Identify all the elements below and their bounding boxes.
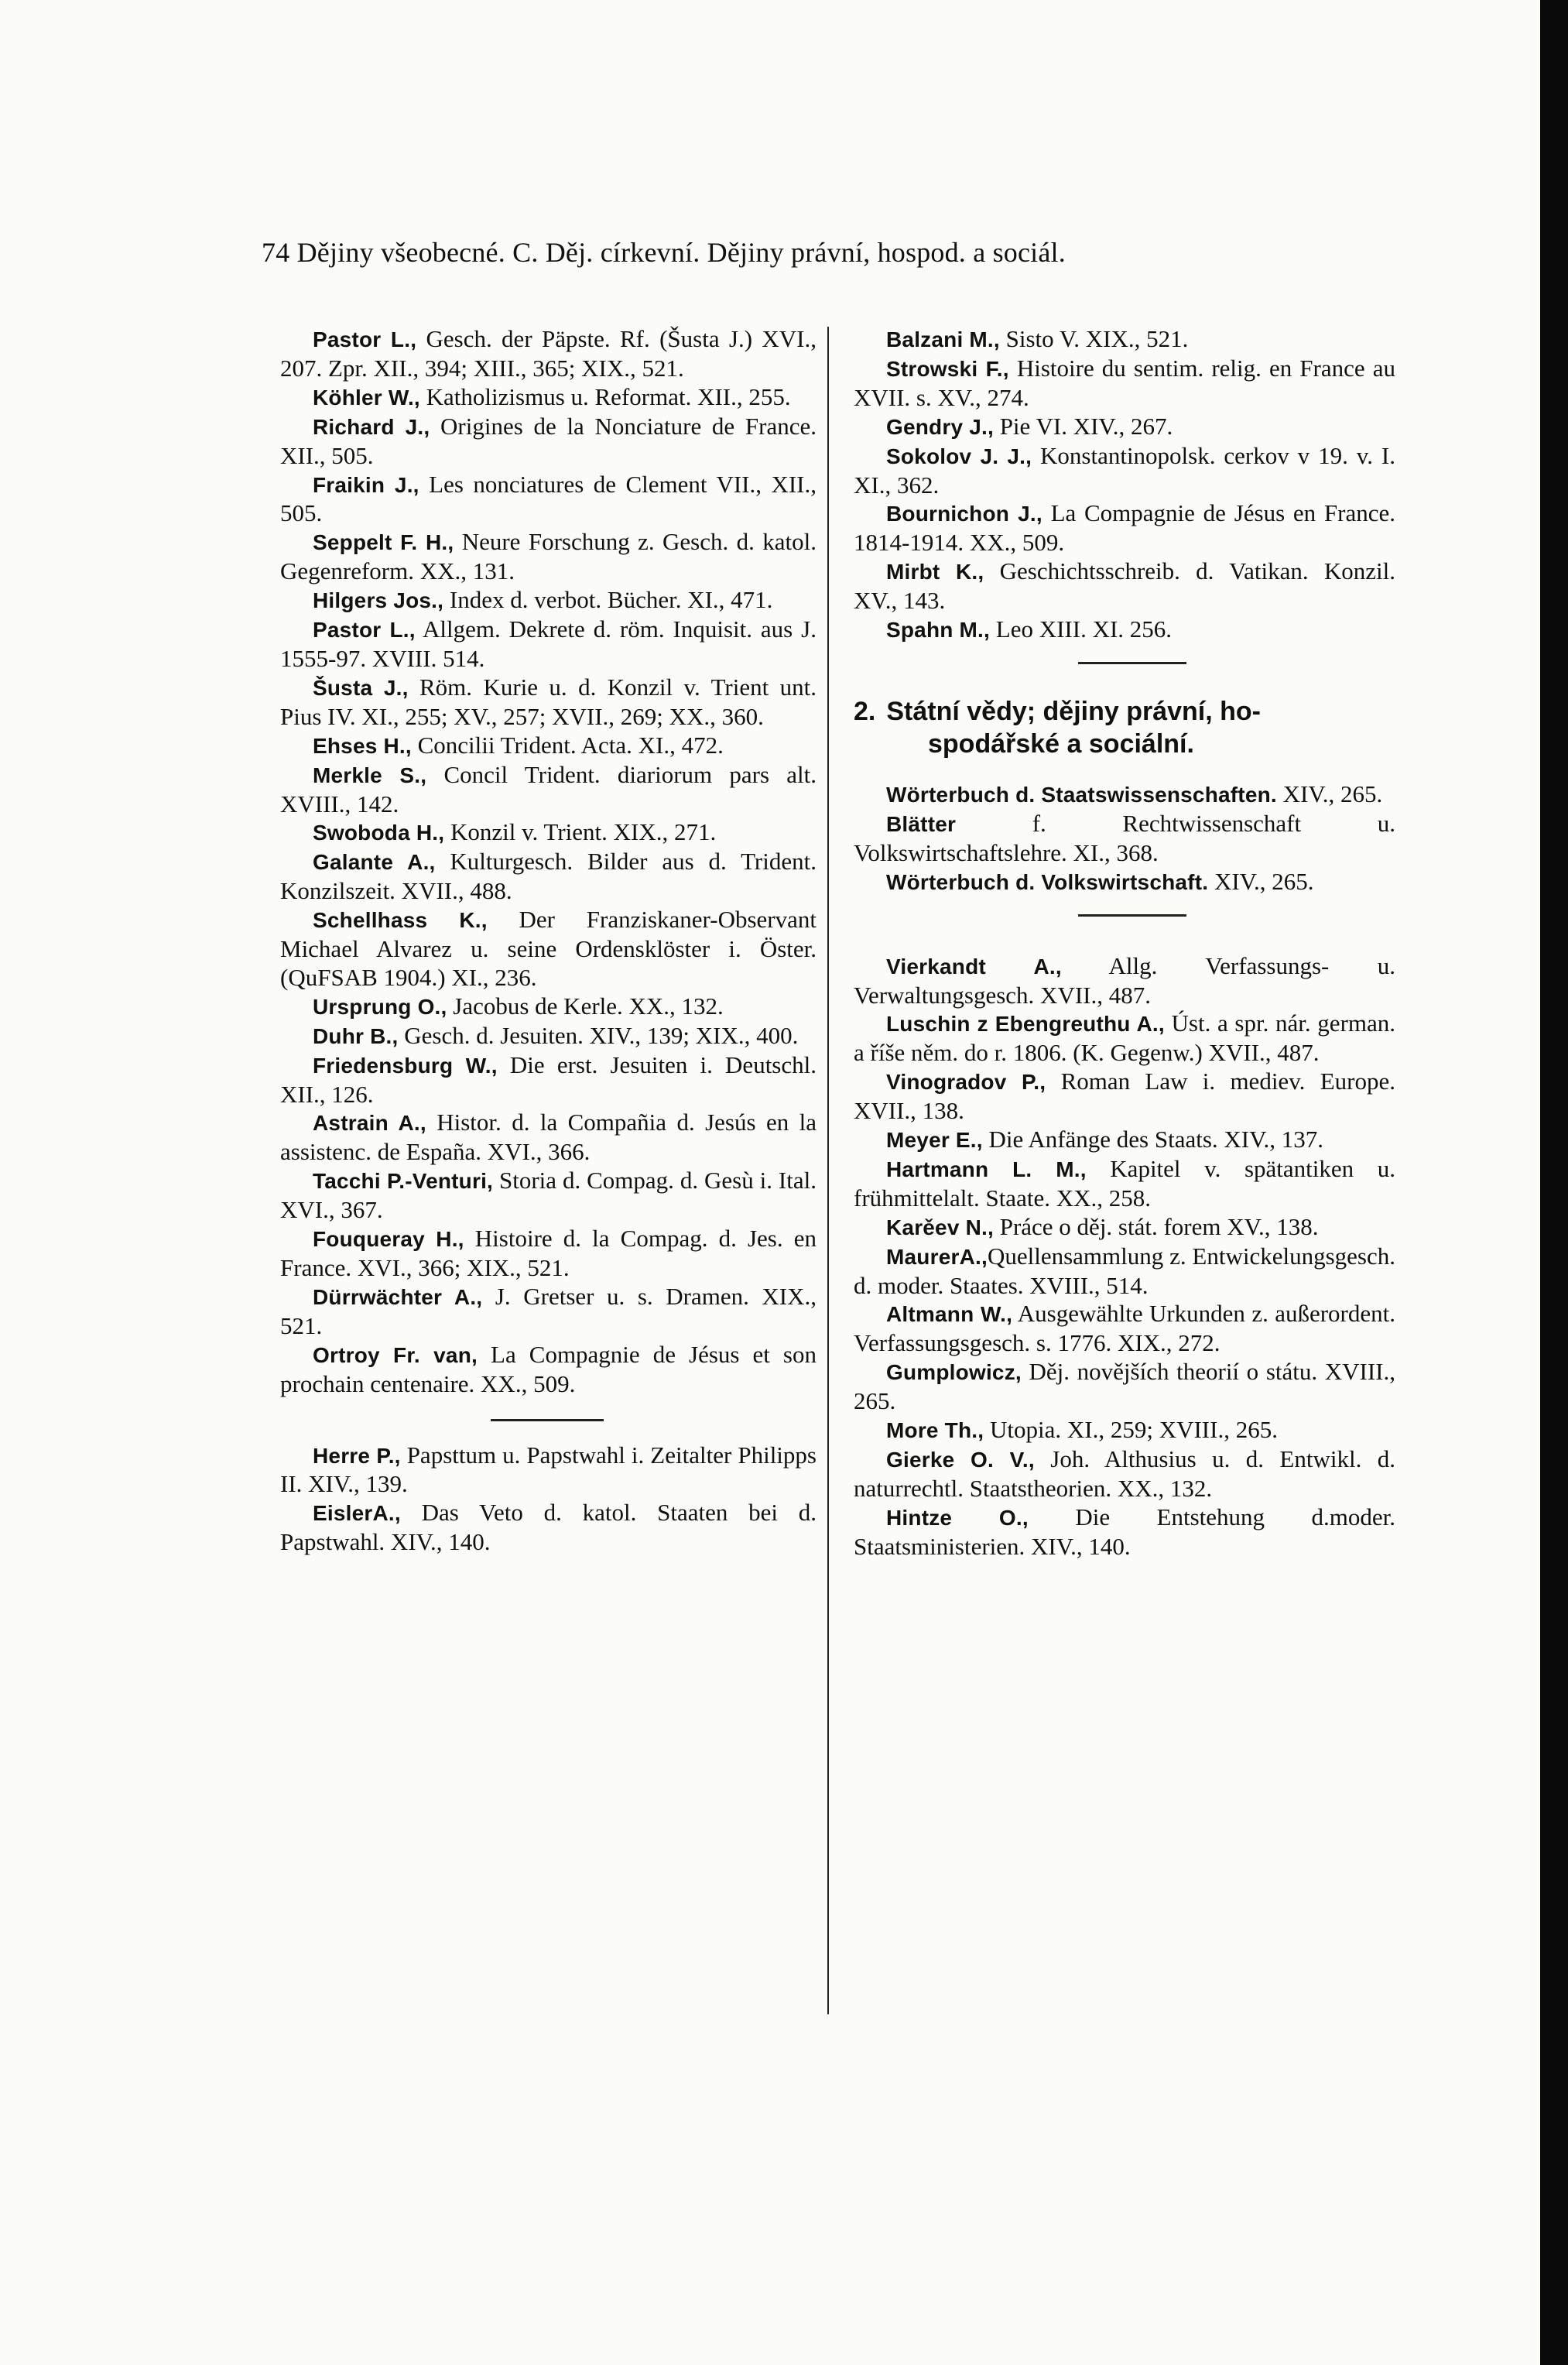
author-name: Dürrwächter A., bbox=[313, 1284, 483, 1309]
author-name: Richard J., bbox=[313, 414, 430, 439]
author-name: EislerA., bbox=[313, 1501, 401, 1526]
bibliography-entry bbox=[854, 413, 1395, 442]
entry-text: Der Franziskaner-Observant Michael Alvarez u. seine Ordensklöster i. Öster. (QuFSAB 1904.) XI., 236. bbox=[280, 906, 817, 991]
column-divider bbox=[827, 327, 829, 2014]
bibliography-entry bbox=[280, 906, 817, 992]
bibliography-entry bbox=[280, 615, 817, 674]
section-heading bbox=[854, 695, 1395, 760]
bibliography-entry bbox=[280, 586, 817, 615]
bibliography-entry bbox=[854, 868, 1395, 897]
author-name: Ortroy Fr. van, bbox=[313, 1342, 478, 1367]
bibliography-entry bbox=[280, 1051, 817, 1109]
author-name: MaurerA., bbox=[886, 1244, 988, 1269]
author-name: Gendry J., bbox=[886, 414, 994, 439]
bibliography-entry bbox=[280, 848, 817, 906]
author-name: Merkle S., bbox=[313, 763, 427, 787]
bibliography-entry bbox=[280, 528, 817, 586]
author-name: Seppelt F. H., bbox=[313, 530, 454, 555]
author-name: Sokolov J. J., bbox=[886, 444, 1032, 468]
entry-text: Gesch. der Päpste. Rf. (Šusta J.) XVI., 207. Zpr. XII., 394; XIII., 365; XIX., 521. bbox=[280, 325, 817, 382]
bibliography-entry bbox=[280, 1167, 817, 1225]
author-name: Duhr B., bbox=[313, 1023, 399, 1048]
author-name: Šusta J., bbox=[313, 675, 409, 700]
entry-text: Konstantinopolsk. cerkov v 19. v. I. XI., 362. bbox=[854, 441, 1395, 499]
bibliography-entry bbox=[280, 1022, 817, 1051]
bibliography-entry bbox=[854, 780, 1395, 810]
author-name: Galante A., bbox=[313, 850, 436, 875]
bibliography-entry bbox=[854, 442, 1395, 500]
right-entry-list-middle bbox=[854, 780, 1395, 897]
entry-text: Allg. Verfassungs- u. Verwaltungsgesch. XVII., 487. bbox=[854, 951, 1395, 1009]
bibliography-entry bbox=[854, 1068, 1395, 1126]
author-name: Strowski F., bbox=[886, 356, 1009, 381]
entry-text: Joh. Althusius u. d. Entwikl. d. naturrechtl. Staatstheorien. XX., 132. bbox=[854, 1445, 1395, 1502]
entry-text: Histoire d. la Compag. d. Jes. en France. XVI., 366; XIX., 521. bbox=[280, 1225, 817, 1281]
author-name: Luschin z Ebengreuthu A., bbox=[886, 1012, 1165, 1037]
bibliography-entry bbox=[280, 383, 817, 413]
author-name: Friedensburg W., bbox=[313, 1053, 498, 1078]
bibliography-entry bbox=[280, 325, 817, 383]
entry-text: La Compagnie de Jésus en France. 1814-1914. XX., 509. bbox=[854, 499, 1395, 557]
author-name: Hilgers Jos., bbox=[313, 588, 444, 613]
author-name: Bournichon J., bbox=[886, 502, 1042, 526]
bibliography-entry bbox=[280, 471, 817, 529]
entry-text: Sisto V. XIX., 521. bbox=[999, 325, 1189, 352]
author-name: Pastor L., bbox=[313, 327, 417, 351]
entry-text: Allgem. Dekrete d. röm. Inquisit. aus J. 1555-97. XVIII. 514. bbox=[280, 615, 817, 672]
author-name: Tacchi P.-Venturi, bbox=[313, 1169, 494, 1194]
bibliography-entry bbox=[854, 1503, 1395, 1561]
entry-text: Die erst. Jesuiten i. Deutschl. XII., 126. bbox=[280, 1051, 817, 1108]
bibliography-entry bbox=[280, 761, 817, 819]
bibliography-entry bbox=[280, 1109, 817, 1167]
entry-text: Origines de la Nonciature de France. XII., 505. bbox=[280, 412, 817, 469]
author-name: Balzani M., bbox=[886, 327, 1000, 351]
entry-text: Neure Forschung z. Gesch. d. katol. Gegenreform. XX., 131. bbox=[280, 528, 817, 585]
author-name: More Th., bbox=[886, 1418, 984, 1443]
author-name: Pastor L., bbox=[313, 618, 416, 643]
bibliography-entry bbox=[854, 1242, 1395, 1301]
entry-text: La Compagnie de Jésus et son prochain centenaire. XX., 509. bbox=[280, 1340, 817, 1397]
bibliography-entry bbox=[280, 818, 817, 848]
entry-text: Ausgewählte Urkunden z. außerordent. Verfassungsgesch. s. 1776. XIX., 272. bbox=[854, 1300, 1395, 1357]
section-heading-line1: Státní vědy; dějiny právní, ho- bbox=[886, 696, 1261, 726]
bibliography-entry bbox=[280, 1499, 817, 1557]
author-name: Fraikin J., bbox=[313, 472, 419, 497]
author-name: Meyer E., bbox=[886, 1128, 983, 1153]
author-name: Altmann W., bbox=[886, 1302, 1013, 1327]
bibliography-entry bbox=[854, 355, 1395, 413]
entry-text: Index d. verbot. Bücher. XI., 471. bbox=[443, 586, 773, 614]
entry-text: Kapitel v. spätantiken u. frühmittelalt. Staate. XX., 258. bbox=[854, 1154, 1395, 1212]
entry-text: Concil Trident. diariorum pars alt. XVIII., 142. bbox=[280, 760, 817, 817]
bibliography-entry bbox=[280, 1341, 817, 1399]
author-name: Ursprung O., bbox=[313, 994, 447, 1019]
bibliography-entry bbox=[854, 1009, 1395, 1068]
spacer bbox=[854, 935, 1395, 952]
author-name: Spahn M., bbox=[886, 618, 991, 643]
entry-text: Jacobus de Kerle. XX., 132. bbox=[447, 992, 724, 1020]
entry-text: Das Veto d. katol. Staaten bei d. Papstwahl. XIV., 140. bbox=[280, 1499, 817, 1556]
entry-text: Röm. Kurie u. d. Konzil v. Trient unt. Pius IV. XI., 255; XV., 257; XVII., 269; XX., 360. bbox=[280, 673, 817, 730]
entry-text: Papsttum u. Papstwahl i. Zeitalter Philipps II. XIV., 139. bbox=[280, 1441, 817, 1498]
author-name: Wörterbuch d. Volkswirtschaft. bbox=[886, 869, 1209, 894]
author-name: Vinogradov P., bbox=[886, 1070, 1046, 1095]
bibliography-entry bbox=[280, 732, 817, 761]
author-name: Fouqueray H., bbox=[313, 1227, 464, 1252]
bibliography-entry bbox=[854, 557, 1395, 615]
entry-text: Quellensammlung z. Entwickelungsgesch. d. moder. Staates. XVIII., 514. bbox=[854, 1242, 1395, 1299]
entry-text: XIV., 265. bbox=[1276, 780, 1383, 807]
entry-text: Die Entstehung d.moder. Staatsministerien. XIV., 140. bbox=[854, 1503, 1395, 1560]
entry-text: Concilii Trident. Acta. XI., 472. bbox=[411, 731, 724, 759]
entry-text: Histor. d. la Compañia d. Jesús en la assistenc. de España. XVI., 366. bbox=[280, 1109, 817, 1166]
entry-text: XIV., 265. bbox=[1208, 867, 1314, 895]
entry-text: Geschichtsschreib. d. Vatikan. Konzil. XV., 143. bbox=[854, 557, 1395, 615]
bibliography-entry bbox=[854, 1126, 1395, 1155]
bibliography-entry bbox=[854, 1213, 1395, 1242]
right-entry-list-bottom bbox=[854, 952, 1395, 1561]
entry-text: Les nonciatures de Clement VII., XII., 505. bbox=[280, 470, 817, 527]
entry-text: Děj. novějších theorií o státu. XVIII., 265. bbox=[854, 1358, 1395, 1415]
entry-text: Leo XIII. XI. 256. bbox=[990, 615, 1173, 643]
bibliography-entry bbox=[854, 1416, 1395, 1445]
right-column bbox=[854, 325, 1395, 1561]
bibliography-entry bbox=[854, 1155, 1395, 1213]
author-name: Hartmann L. M., bbox=[886, 1157, 1087, 1181]
author-name: Blätter bbox=[886, 811, 957, 836]
separator-rule bbox=[1078, 662, 1186, 664]
bibliography-entry bbox=[854, 1358, 1395, 1416]
bibliography-entry bbox=[280, 1283, 817, 1341]
running-header: 74 Dějiny všeobecné. C. Děj. církevní. Dějiny právní, hospod. a sociál. bbox=[262, 237, 1066, 268]
bibliography-entry bbox=[854, 325, 1395, 355]
author-name: Schellhass K., bbox=[313, 908, 488, 933]
entry-text: Utopia. XI., 259; XVIII., 265. bbox=[984, 1416, 1278, 1444]
author-name: Gumplowicz, bbox=[886, 1360, 1022, 1385]
author-name: Mirbt K., bbox=[886, 560, 984, 584]
bibliography-entry bbox=[280, 413, 817, 471]
author-name: Vierkandt A., bbox=[886, 954, 1062, 979]
bibliography-entry bbox=[854, 1445, 1395, 1503]
separator-rule bbox=[491, 1419, 604, 1421]
author-name: Köhler W., bbox=[313, 385, 420, 410]
bibliography-entry bbox=[854, 499, 1395, 557]
bibliography-entry bbox=[280, 1225, 817, 1283]
bibliography-entry bbox=[854, 615, 1395, 645]
left-entry-list bbox=[280, 325, 817, 1399]
author-name: Wörterbuch d. Staatswissenschaften. bbox=[886, 782, 1277, 807]
entry-text: Histoire du sentim. relig. en France au XVII. s. XV., 274. bbox=[854, 354, 1395, 411]
entry-text: Pie VI. XIV., 267. bbox=[993, 412, 1173, 440]
author-name: Astrain A., bbox=[313, 1111, 426, 1136]
bibliography-entry bbox=[854, 1300, 1395, 1358]
entry-text: Die Anfänge des Staats. XIV., 137. bbox=[982, 1126, 1324, 1153]
right-entry-list-top bbox=[854, 325, 1395, 645]
section-heading-line2: spodářské a sociální. bbox=[928, 728, 1194, 759]
bibliography-entry bbox=[854, 952, 1395, 1010]
author-name: Herre P., bbox=[313, 1443, 401, 1468]
section-number: 2. bbox=[854, 696, 876, 726]
left-column bbox=[280, 325, 817, 1557]
entry-text: Storia d. Compag. d. Gesù i. Ital. XVI., 367. bbox=[280, 1167, 817, 1224]
entry-text: Práce o děj. stát. forem XV., 138. bbox=[993, 1212, 1319, 1240]
bibliography-entry bbox=[280, 1441, 817, 1500]
entry-text: J. Gretser u. s. Dramen. XIX., 521. bbox=[280, 1282, 817, 1339]
entry-text: Konzil v. Trient. XIX., 271. bbox=[444, 818, 717, 846]
entry-text: Roman Law i. mediev. Europe. XVII., 138. bbox=[854, 1068, 1395, 1125]
author-name: Karěev N., bbox=[886, 1215, 994, 1239]
left-entry-list-after-rule bbox=[280, 1441, 817, 1558]
separator-rule bbox=[1078, 914, 1186, 917]
author-name: Swoboda H., bbox=[313, 821, 445, 845]
entry-text: Katholizismus u. Reformat. XII., 255. bbox=[419, 382, 791, 410]
entry-text: Úst. a spr. nár. german. a říše něm. do r. 1806. (K. Gegenw.) XVII., 487. bbox=[854, 1009, 1396, 1067]
author-name: Gierke O. V., bbox=[886, 1448, 1035, 1472]
author-name: Hintze O., bbox=[886, 1505, 1029, 1530]
entry-text: f. Rechtwissenschaft u. Volkswirtschaftslehre. XI., 368. bbox=[854, 809, 1395, 866]
entry-text: Gesch. d. Jesuiten. XIV., 139; XIX., 400. bbox=[398, 1021, 799, 1049]
entry-text: Kulturgesch. Bilder aus d. Trident. Konzilszeit. XVII., 488. bbox=[280, 848, 817, 905]
bibliography-entry bbox=[280, 674, 817, 732]
bibliography-entry bbox=[280, 992, 817, 1022]
author-name: Ehses H., bbox=[313, 733, 412, 758]
bibliography-entry bbox=[854, 810, 1395, 868]
